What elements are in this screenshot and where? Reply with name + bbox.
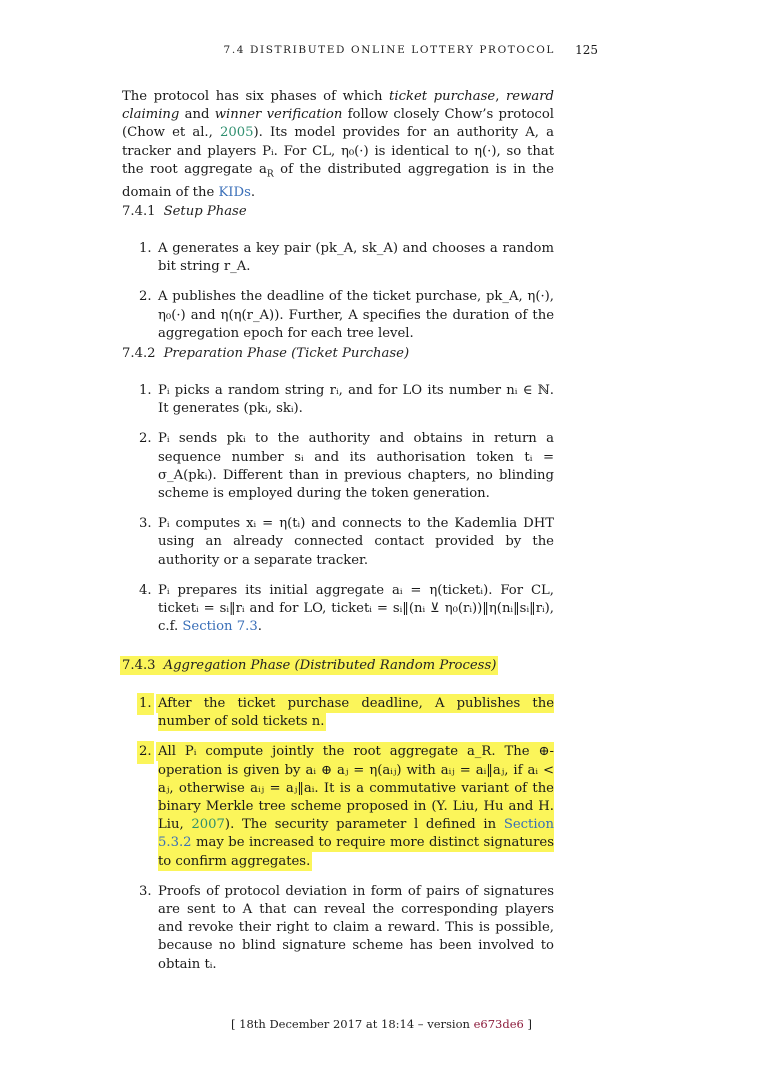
- list-item: 2. Pᵢ sends pkᵢ to the authority and obtains in return a sequence number sᵢ and its authorisation token tᵢ = σ_A(pkᵢ). Different than in previous chapters, no blinding scheme is employed during the token generation.: [139, 431, 554, 502]
- aggregation-list: [122, 695, 554, 986]
- section-link[interactable]: Section 5.3.2: [158, 817, 554, 851]
- list-item: 1. Pᵢ picks a random string rᵢ, and for LO its number nᵢ ∈ ℕ. It generates (pkᵢ, skᵢ).: [139, 383, 554, 417]
- section-heading-aggregation: 7.4.3 Aggregation Phase (Distributed Random Process): [122, 658, 497, 673]
- intro-paragraph: The protocol has six phases of which ticket purchase, reward claiming and winner verification follow closely Chow’s protocol (Chow et al., 2005). Its model provides for an authority A, a tracker and players Pᵢ. For CL, η₀(·) is identical to η(·), so that the root aggregate $a_R$ of the distributed aggregation is in the domain of the KIDs.: [122, 89, 554, 200]
- preparation-list: [122, 382, 554, 648]
- setup-list: [122, 240, 554, 355]
- list-item: 2. A publishes the deadline of the ticket purchase, pk_A, η(·), η₀(·) and η(η(r_A)). Further, A specifies the duration of the aggregation epoch for each tree level.: [139, 289, 554, 341]
- section-link[interactable]: Section 7.3: [182, 619, 258, 635]
- list-item: 4. Pᵢ prepares its initial aggregate aᵢ = η(ticketᵢ). For CL, ticketᵢ = sᵢ‖rᵢ and for LO, ticketᵢ = sᵢ‖(nᵢ ⊻ η₀(rᵢ))‖η(nᵢ‖sᵢ‖rᵢ), c.f. Section 7.3.: [139, 582, 554, 635]
- running-head: 7.4 DISTRIBUTED ONLINE LOTTERY PROTOCOL: [223, 44, 555, 56]
- citation-link[interactable]: 2005: [219, 125, 254, 141]
- list-item: 1. After the ticket purchase deadline, A publishes the number of sold tickets n.: [139, 696, 554, 730]
- citation-link[interactable]: 2007: [191, 817, 225, 833]
- list-item: 3. Pᵢ computes xᵢ = η(tᵢ) and connects to the Kademlia DHT using an already connected contact provided by the authority or a separate tracker.: [139, 516, 554, 568]
- section-heading-preparation: 7.4.2 Preparation Phase (Ticket Purchase): [122, 346, 410, 361]
- section-heading-setup: 7.4.1 Setup Phase: [122, 204, 247, 219]
- list-item: 3. Proofs of protocol deviation in form of pairs of signatures are sent to A that can reveal the corresponding players and revoke their right to claim a reward. This is possible, because no blind signature scheme has been involved to obtain tᵢ.: [139, 883, 554, 972]
- footer: [ 18th December 2017 at 18:14 – version e673de6 ]: [231, 1017, 532, 1031]
- list-item: 1. A generates a key pair (pk_A, sk_A) and chooses a random bit string r_A.: [139, 241, 554, 275]
- kids-link[interactable]: KIDs: [218, 184, 251, 200]
- page-number: 125: [575, 43, 598, 57]
- version-link[interactable]: e673de6: [473, 1017, 524, 1031]
- list-item: 2. All Pᵢ compute jointly the root aggregate a_R. The ⊕-operation is given by aᵢ ⊕ aⱼ = η(aᵢⱼ) with aᵢⱼ = aᵢ‖aⱼ, if aᵢ < aⱼ, otherwise aᵢⱼ = aⱼ‖aᵢ. It is a commutative variant of the binary Merkle tree scheme proposed in (Y. Liu, Hu and H. Liu, 2007). The security parameter l defined in Section 5.3.2 may be increased to require more distinct signatures to confirm aggregates.: [139, 744, 554, 869]
